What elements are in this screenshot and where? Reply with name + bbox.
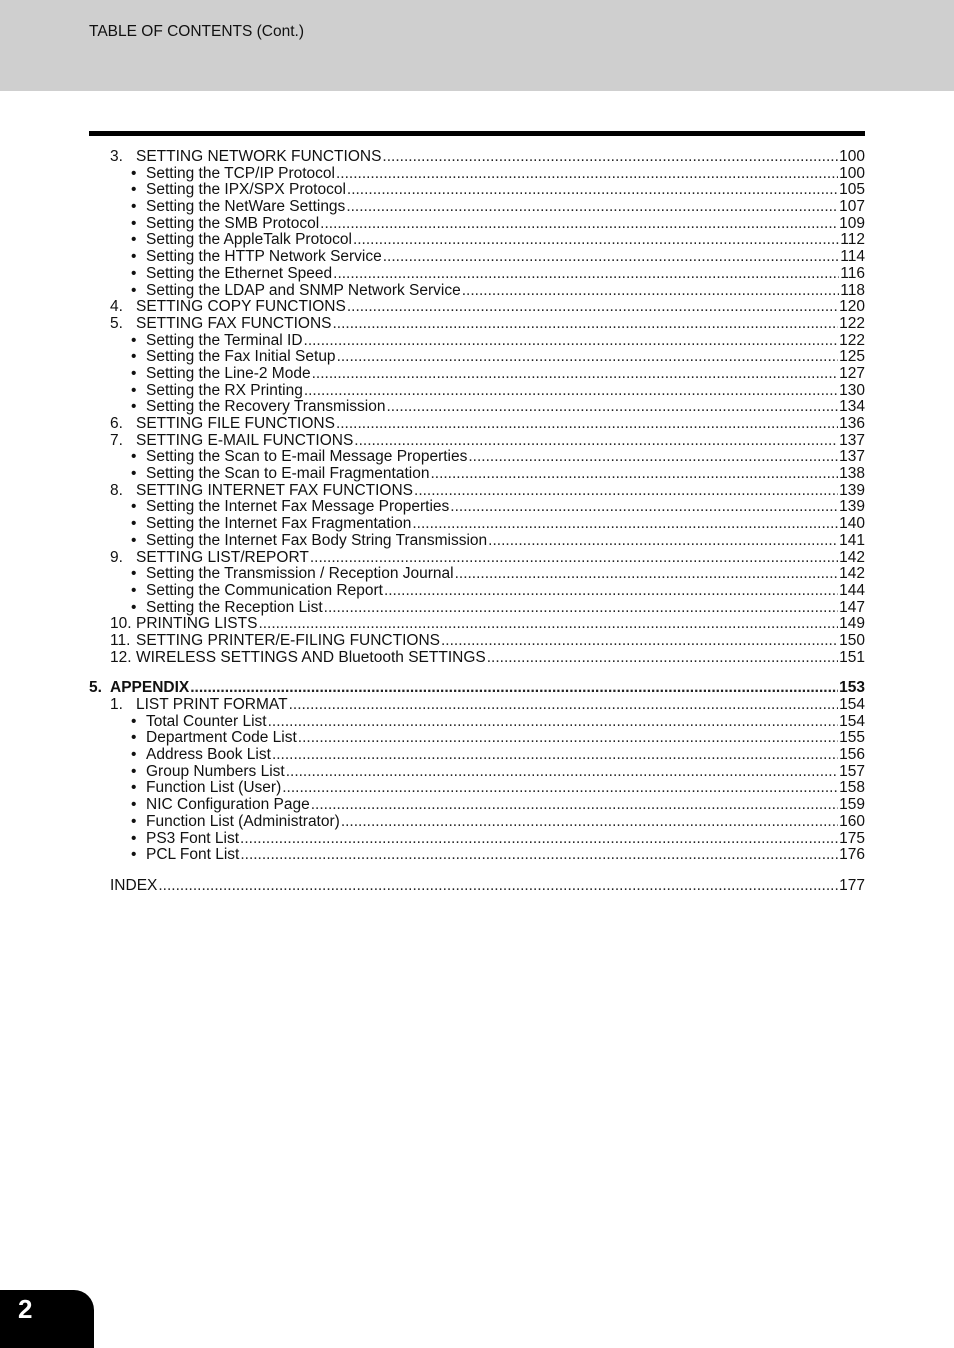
toc-entry-label [131,266,332,283]
toc-entry[interactable] [89,199,865,216]
toc-entry-title: Address Book List [146,746,271,764]
toc-leader-dots [336,416,838,433]
toc-entry-title: NIC Configuration Page [146,796,310,814]
toc-entry[interactable] [89,831,865,848]
toc-entry-label [110,616,257,633]
toc-entry-title: PS3 Font List [146,829,240,847]
toc-entry-page: 177 [839,876,865,894]
toc-entry-page: 109 [839,214,865,232]
toc-entry-label [131,182,346,199]
toc-entry-label [131,814,340,831]
bullet-icon: • [131,364,137,382]
toc-leader-dots [304,333,839,350]
toc-entry-title: Setting the RX Printing [146,381,303,399]
toc-entry-page: 176 [839,846,865,864]
toc-leader-dots [336,166,838,183]
toc-leader-dots [455,566,839,583]
toc-entry-title: PCL Font List [146,846,240,864]
toc-leader-dots [272,747,838,764]
toc-entry-number: 7. [110,431,123,449]
bullet-icon: • [131,381,137,399]
toc-entry-label [131,583,383,600]
toc-entry-label [131,383,303,400]
bullet-icon: • [131,281,137,299]
toc-entry[interactable] [89,266,865,283]
toc-entry-label [131,747,271,764]
toc-entry-label [131,466,429,483]
toc-entry-title: Setting the SMB Protocol [146,214,320,232]
toc-entry-label [110,433,353,450]
toc-entry-label [110,650,486,667]
toc-entry-title: INDEX [110,876,158,894]
toc-entry-page: 139 [839,498,865,516]
toc-entry-title: Setting the HTTP Network Service [146,248,382,266]
toc-entry-page: 100 [839,148,865,165]
toc-entry[interactable] [89,730,865,747]
toc-entry-page: 130 [839,381,865,399]
toc-entry[interactable] [89,216,865,233]
toc-entry-title: WIRELESS SETTINGS AND Bluetooth SETTINGS [136,648,486,666]
toc-leader-dots [414,483,838,500]
toc-entry-title: Setting the IPX/SPX Protocol [146,181,346,199]
toc-entry-label [131,333,303,350]
toc-entry[interactable] [89,232,865,249]
toc-entry[interactable] [89,166,865,183]
toc-entry-title: SETTING NETWORK FUNCTIONS [136,148,382,165]
toc-entry-page: 158 [839,779,865,797]
header-band [0,0,954,91]
toc-entry[interactable] [89,516,865,533]
toc-entry-label [131,216,319,233]
toc-entry[interactable] [89,583,865,600]
toc-entry-number: 5. [89,679,102,697]
toc-entry-label [131,714,267,731]
toc-entry-title: SETTING E-MAIL FUNCTIONS [136,431,354,449]
bullet-icon: • [131,264,137,282]
toc-entry-label [131,499,449,516]
toc-leader-dots [298,730,838,747]
toc-entry-label [131,797,310,814]
toc-entry-title: Setting the Reception List [146,598,323,616]
bullet-icon: • [131,762,137,780]
toc-entry[interactable] [89,416,865,433]
bullet-icon: • [131,465,137,483]
toc-entry-title: Group Numbers List [146,762,285,780]
toc-entry[interactable] [89,333,865,350]
header-rule [89,131,865,136]
toc-leader-dots [441,633,838,650]
toc-leader-dots [240,831,838,848]
bullet-icon: • [131,348,137,366]
toc-entry-page: 114 [840,248,865,266]
toc-entry-page: 154 [839,696,865,713]
toc-entry-page: 139 [839,481,865,499]
toc-leader-dots [468,449,838,466]
toc-entry[interactable] [89,349,865,366]
toc-leader-dots [332,316,838,333]
toc-leader-dots [430,466,838,483]
toc-entry-title: Setting the Internet Fax Body String Transmission [146,531,488,549]
toc-entry-label [110,299,346,316]
toc-entry-title: Setting the Internet Fax Fragmentation [146,515,412,533]
toc-leader-dots [320,216,838,233]
toc-entry-label [131,831,239,848]
toc-entry-title: Total Counter List [146,712,267,730]
toc-entry-page: 134 [839,398,865,416]
toc-entry-page: 127 [839,364,865,382]
toc-entry-number: 8. [110,481,123,499]
toc-entry-label [131,566,454,583]
toc-entry-page: 147 [839,598,865,616]
toc-entry[interactable] [89,697,865,714]
toc-entry[interactable] [89,249,865,266]
toc-entry-page: 120 [839,298,865,316]
toc-entry-page: 125 [839,348,865,366]
toc-entry-page: 137 [839,431,865,449]
toc-entry-title: Setting the Fax Initial Setup [146,348,336,366]
toc-entry-page: 137 [839,448,865,466]
toc-entry-title: Department Code List [146,729,297,747]
toc-entry[interactable] [89,650,865,667]
toc-entry-title: SETTING INTERNET FAX FUNCTIONS [136,481,414,499]
toc-entry[interactable] [89,316,865,333]
bullet-icon: • [131,712,137,730]
toc-leader-dots [333,266,839,283]
toc-entry[interactable] [89,797,865,814]
toc-entry-page: 116 [840,264,865,282]
toc-entry-page: 156 [839,746,865,764]
toc-entry-title: Setting the Line-2 Mode [146,364,311,382]
toc-leader-dots [324,600,838,617]
toc-leader-dots [240,847,838,864]
toc-entry-page: 122 [839,314,865,332]
toc-entry[interactable] [89,283,865,300]
page-number-badge [0,1290,94,1348]
toc-leader-dots [268,714,839,731]
toc-entry[interactable] [89,182,865,199]
toc-spacer [89,666,865,680]
toc-entry-title: SETTING COPY FUNCTIONS [136,298,346,316]
toc-entry-page: 140 [839,515,865,533]
toc-leader-dots [387,399,839,416]
toc-entry[interactable] [89,847,865,864]
bullet-icon: • [131,164,137,182]
toc-entry-title: Function List (User) [146,779,282,797]
toc-entry-label [131,399,386,416]
toc-entry-page: 136 [839,415,865,432]
toc-leader-dots [341,814,838,831]
toc-entry-label [131,249,382,266]
toc-entry-label [110,416,335,433]
toc-leader-dots [488,533,838,550]
bullet-icon: • [131,779,137,797]
page-number: 2 [18,1294,33,1324]
toc-leader-dots [190,680,838,697]
toc-leader-dots [383,249,840,266]
toc-entry-title: Setting the AppleTalk Protocol [146,231,352,249]
toc-spacer [89,864,865,878]
toc-entry[interactable] [89,566,865,583]
toc-entry-title: Setting the Internet Fax Message Properties [146,498,450,516]
toc-leader-dots [412,516,838,533]
bullet-icon: • [131,498,137,516]
toc-leader-dots [158,878,838,895]
toc-entry-page: 141 [839,531,865,549]
toc-entry-page: 112 [840,231,865,249]
toc-entry-page: 151 [839,648,865,666]
bullet-icon: • [131,331,137,349]
toc-entry-number: 10. [110,615,132,633]
toc-entry-label [110,878,157,895]
toc-leader-dots [304,383,838,400]
toc-entry-label [131,449,467,466]
toc-entry-label [131,600,323,617]
toc-entry-page: 150 [839,631,865,649]
toc-entry-label [110,550,309,567]
toc-leader-dots [487,650,838,667]
toc-entry-title: Setting the TCP/IP Protocol [146,164,335,182]
toc-entry-page: 159 [839,796,865,814]
toc-entry-label [131,533,487,550]
toc-entry[interactable] [89,616,865,633]
bullet-icon: • [131,531,137,549]
toc-entry-page: 100 [839,164,865,182]
toc-entry-title: SETTING FILE FUNCTIONS [136,415,335,432]
toc-entry-page: 142 [839,548,865,566]
toc-entry-label [110,316,331,333]
toc-leader-dots [346,199,838,216]
bullet-icon: • [131,746,137,764]
bullet-icon: • [131,729,137,747]
toc-leader-dots [354,433,838,450]
toc-entry-label [131,780,281,797]
toc-entry[interactable] [89,499,865,516]
toc-entry-title: Function List (Administrator) [146,812,340,830]
toc-entry[interactable] [89,600,865,617]
bullet-icon: • [131,231,137,249]
toc-entry-number: 3. [110,148,123,165]
toc-entry-title: APPENDIX [110,679,190,697]
table-of-contents [89,149,865,895]
toc-entry-number: 4. [110,298,123,316]
toc-entry-label [131,349,336,366]
toc-entry[interactable] [89,780,865,797]
toc-entry-page: 144 [839,581,865,599]
toc-entry-title: Setting the NetWare Settings [146,198,346,216]
toc-entry-page: 118 [840,281,865,299]
toc-entry-page: 154 [839,712,865,730]
toc-leader-dots [289,697,839,714]
bullet-icon: • [131,796,137,814]
toc-entry-title: Setting the LDAP and SNMP Network Service [146,281,461,299]
toc-entry-title: Setting the Recovery Transmission [146,398,386,416]
bullet-icon: • [131,448,137,466]
toc-entry-title: Setting the Ethernet Speed [146,264,333,282]
toc-entry-title: Setting the Scan to E-mail Message Properties [146,448,468,466]
bullet-icon: • [131,214,137,232]
bullet-icon: • [131,829,137,847]
toc-leader-dots [258,616,838,633]
toc-entry-title: SETTING FAX FUNCTIONS [136,314,332,332]
toc-entry-page: 105 [839,181,865,199]
toc-leader-dots [382,149,838,166]
toc-entry-number: 11. [110,631,131,649]
toc-entry-label [131,166,335,183]
toc-entry-title: Setting the Transmission / Reception Journal [146,565,454,583]
toc-leader-dots [347,299,838,316]
toc-entry-number: 1. [110,696,123,713]
toc-entry-title: PRINTING LISTS [136,615,258,633]
bullet-icon: • [131,515,137,533]
toc-entry-label [131,232,352,249]
bullet-icon: • [131,846,137,864]
toc-leader-dots [282,780,838,797]
bullet-icon: • [131,581,137,599]
toc-entry-label [110,483,413,500]
toc-entry-label [131,764,285,781]
toc-entry[interactable] [89,383,865,400]
toc-leader-dots [384,583,838,600]
toc-entry-label [89,680,189,697]
toc-entry[interactable] [89,449,865,466]
page-header-title: TABLE OF CONTENTS (Cont.) [89,23,305,40]
bullet-icon: • [131,565,137,583]
toc-entry[interactable] [89,399,865,416]
toc-entry-title: Setting the Communication Report [146,581,383,599]
toc-entry-label [110,149,381,166]
toc-entry-page: 149 [839,615,865,633]
toc-leader-dots [462,283,840,300]
toc-leader-dots [312,366,839,383]
toc-entry-title: LIST PRINT FORMAT [136,696,288,713]
toc-entry-page: 122 [839,331,865,349]
toc-leader-dots [311,797,838,814]
toc-entry[interactable] [89,483,865,500]
toc-leader-dots [347,182,838,199]
toc-entry-label [131,847,239,864]
bullet-icon: • [131,198,137,216]
bullet-icon: • [131,812,137,830]
toc-entry-page: 142 [839,565,865,583]
toc-entry[interactable] [89,814,865,831]
toc-leader-dots [450,499,838,516]
toc-leader-dots [353,232,839,249]
toc-entry-page: 160 [839,812,865,830]
toc-entry-number: 5. [110,314,123,332]
toc-entry-page: 155 [839,729,865,747]
toc-entry-title: SETTING LIST/REPORT [136,548,309,566]
toc-entry-page: 175 [839,829,865,847]
toc-entry[interactable] [89,764,865,781]
toc-entry-label [110,633,440,650]
bullet-icon: • [131,598,137,616]
toc-entry-title: Setting the Terminal ID [146,331,303,349]
toc-entry-title: SETTING PRINTER/E-FILING FUNCTIONS [136,631,440,649]
toc-entry-label [131,199,345,216]
toc-entry-label [131,283,461,300]
toc-entry-number: 12. [110,648,132,666]
toc-entry[interactable] [89,878,865,895]
bullet-icon: • [131,398,137,416]
toc-entry-page: 157 [839,762,865,780]
toc-entry[interactable] [89,747,865,764]
toc-leader-dots [286,764,838,781]
toc-leader-dots [337,349,839,366]
toc-entry-title: Setting the Scan to E-mail Fragmentation [146,465,430,483]
toc-entry-label [131,516,411,533]
toc-entry[interactable] [89,533,865,550]
toc-entry-page: 107 [839,198,865,216]
toc-entry-number: 6. [110,415,123,432]
toc-entry[interactable] [89,714,865,731]
toc-entry[interactable] [89,433,865,450]
bullet-icon: • [131,181,137,199]
toc-entry[interactable] [89,550,865,567]
toc-entry-number: 9. [110,548,123,566]
toc-entry-label [131,366,311,383]
toc-entry[interactable] [89,149,865,166]
toc-entry-page: 138 [839,465,865,483]
toc-entry[interactable] [89,299,865,316]
toc-leader-dots [310,550,838,567]
toc-entry[interactable] [89,466,865,483]
toc-entry[interactable] [89,366,865,383]
toc-entry[interactable] [89,633,865,650]
toc-entry[interactable] [89,680,865,697]
toc-entry-page: 153 [839,679,865,697]
bullet-icon: • [131,248,137,266]
toc-entry-label [131,730,297,747]
toc-entry-label [110,697,288,714]
